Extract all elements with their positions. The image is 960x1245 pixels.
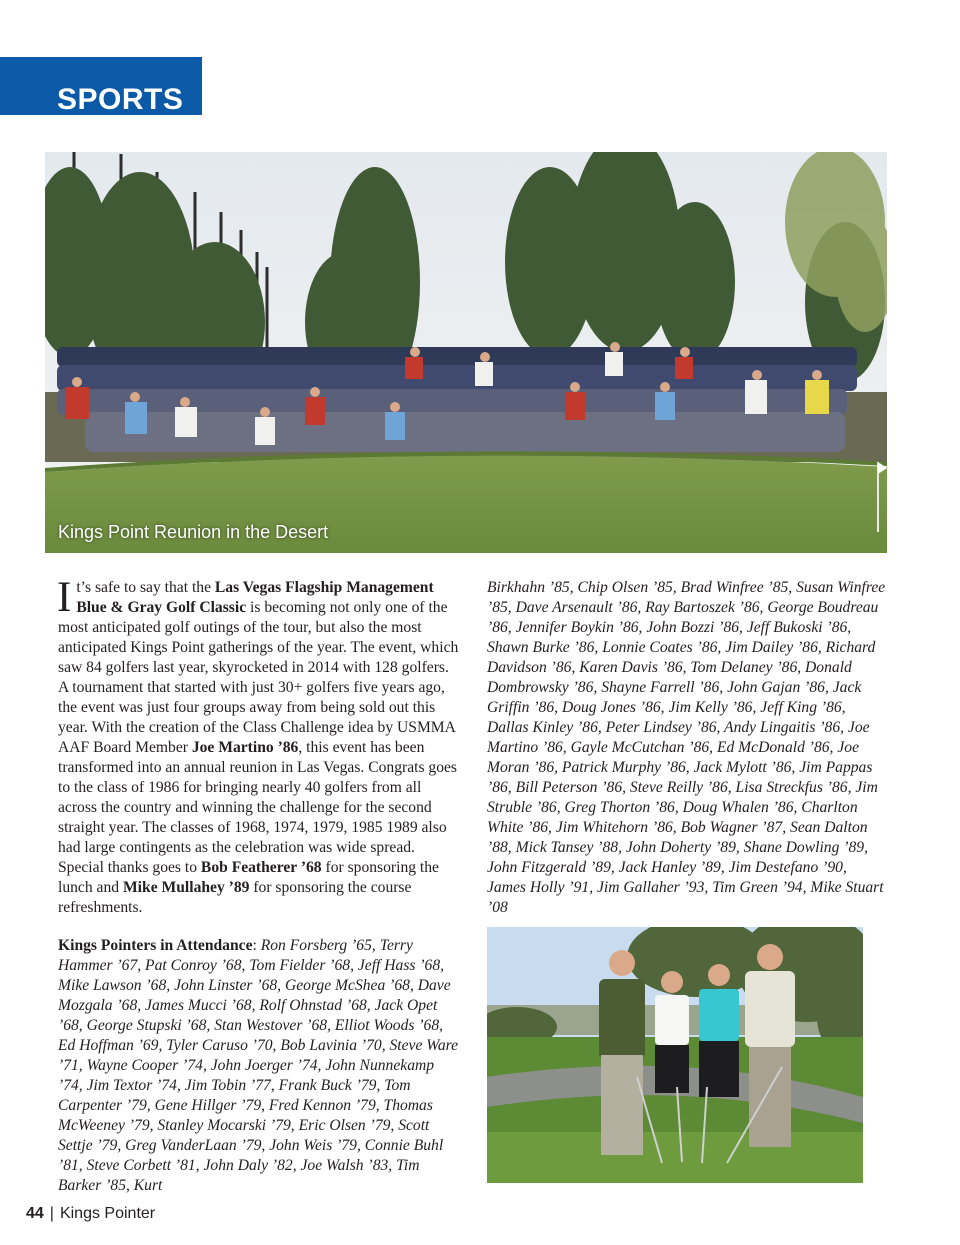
- attendance-label: Kings Pointers in Attendance: [58, 937, 253, 954]
- board-member-name: Joe Martino ’86: [191, 739, 299, 756]
- text-run: t’s safe to say that the: [76, 579, 215, 596]
- attendance-list-left: Ron Forsberg ’65, Terry Hammer ’67, Pat Conroy ’68, Tom Fielder ’68, Jeff Hass ’68, Mike Lawson ’68, John Linster ’68, George McShea ’68, Dave Mozgala ’68, James Mucci ’68, Rolf Ohnstad ’68, Jack Opet ’68, George Stupski ’68, Stan Westover ’68, Elliot Woods ’68, Ed Hoffman ’69, Tyler Caruso ’70, Bob Lavinia ’70, Steve Ware ’71, Wayne Cooper ’74, John Joerger ’74, John Nunnekamp ’74, Jim Textor ’74, Jim Tobin ’77, Frank Buck ’79, Tom Carpenter ’79, Gene Hillger ’79, Fred Kennon ’79, Thomas McWeeney ’79, Stanley Mocarski ’79, Eric Olsen ’79, Scott Settje ’79, Greg VanderLaan ’79, John Weis ’79, Connie Buhl ’81, Steve Corbett ’81, John Daly ’82, Joe Walsh ’83, Tim Barker ’85, Kurt: [58, 937, 459, 1194]
- golfers-photo: [487, 927, 863, 1183]
- lunch-sponsor-name: Bob Featherer ’68: [200, 859, 322, 876]
- attendance-list-right: Birkhahn ’85, Chip Olsen ’85, Brad Winfree ’85, Susan Winfree ’85, Dave Arsenault ’86, Ray Bartoszek ’86, George Boudreau ’86, Jennifer Boykin ’86, John Bozzi ’86, Jeff Bukoski ’86, Shawn Burke ’86, Lonnie Coates ’86, Jim Dailey ’86, Richard Davidson ’86, Karen Davis ’86, Tom Delaney ’86, Donald Dombrowsky ’86, Shayne Farrell ’86, John Gajan ’86, Jack Griffin ’86, Doug Jones ’86, Jim Kelly ’86, Jeff King ’86, Dallas Kinley ’86, Peter Lindsey ’86, Andy Lingaitis ’86, Joe Martino ’86, Gayle McCutchan ’86, Ed McDonald ’86, Joe Moran ’86, Patrick Murphy ’86, Jack Mylott ’86, Jim Pappas ’86, Bill Peterson ’86, Steve Reilly ’86, Lisa Streckfus ’86, Jim Struble ’86, Greg Thorton ’86, Doug Whalen ’86, Charlton White ’86, Jim Whitehorn ’86, Bob Wagner ’87, Sean Dalton ’88, Mick Tansey ’88, John Doherty ’89, Shane Dowling ’89, John Fitzgerald ’89, Jack Hanley ’89, Jim Destefano ’90, James Holly ’91, Jim Gallaher ’93, Tim Green ’94, Mike Stuart ’08: [487, 579, 886, 916]
- intro-paragraph: [57, 574, 460, 918]
- photo-caption: Kings Point Reunion in the Desert: [58, 522, 329, 542]
- text-run: for sponsoring the course refreshments.: [58, 879, 412, 916]
- attendance-paragraph: [58, 936, 460, 1196]
- publication-name: Kings Pointer: [59, 1205, 156, 1222]
- golfers-photo-illustration: [487, 927, 863, 1183]
- section-label: SPORTS: [57, 83, 184, 116]
- page-footer: [26, 1205, 155, 1223]
- page-number: 44: [26, 1205, 44, 1222]
- refreshments-sponsor-name: Mike Mullahey ’89: [122, 879, 250, 896]
- text-run: , this event has been transformed into an annual reunion in Las Vegas. Congrats goes to the class of 1986 for bringing nearly 40 golfers from all across the country and winning the challenge for the second straight year. The classes of 1968, 1974, 1979, 1985 1989 also had large contingents as the celebration was wide spread. Special thanks goes to: [58, 739, 457, 876]
- section-tab: [0, 57, 202, 115]
- attendance-colon: :: [252, 937, 261, 954]
- text-run: is becoming not only one of the most anticipated golf outings of the tour, but also the most anticipated Kings Point gatherings of the year. The event, which saw 84 golfers last year, skyrocketed in 2014 with 128 golfers. A tournament that started with just 30+ golfers five years ago, the event was just four groups away from being sold out this year. With the creation of the Class Challenge idea by USMMA AAF Board Member: [58, 599, 459, 756]
- group-photo: [45, 152, 887, 553]
- article-left-column: [57, 574, 460, 1196]
- text-run: for sponsoring the lunch and: [58, 859, 439, 896]
- group-photo-illustration: [45, 152, 887, 553]
- footer-separator: |: [49, 1205, 54, 1222]
- drop-cap: I: [57, 574, 72, 621]
- event-name: Las Vegas Flagship Management Blue & Gray Golf Classic: [76, 579, 434, 616]
